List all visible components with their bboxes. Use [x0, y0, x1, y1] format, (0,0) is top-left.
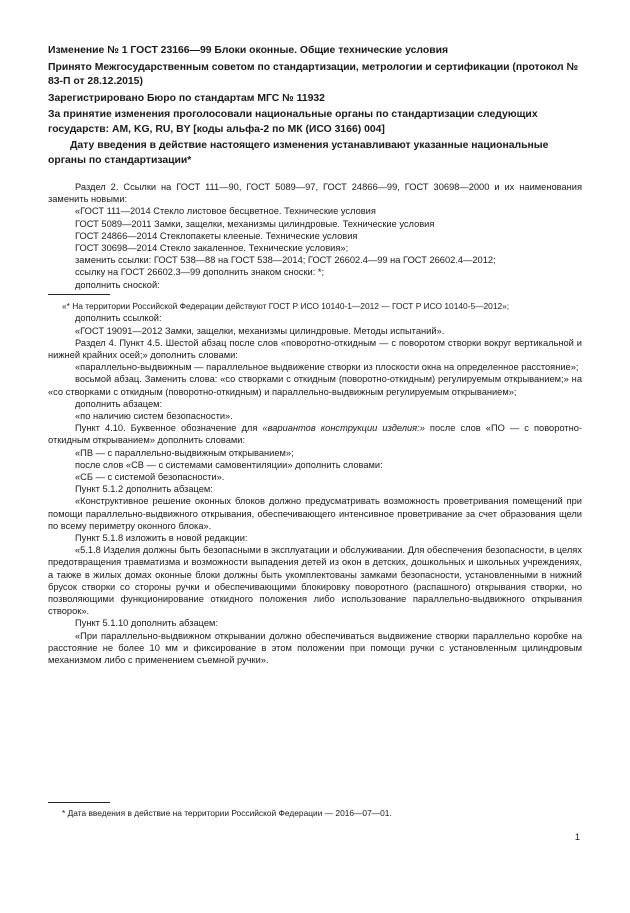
document-title: Изменение № 1 ГОСТ 23166—99 Блоки оконные. Общие технические условия: [48, 45, 449, 56]
page-number: 1: [574, 832, 580, 842]
footer-divider: [48, 802, 110, 803]
paragraph: «5.1.8 Изделия должны быть безопасными в эксплуатации и обслуживании. Для обеспечения безопасности, в целях предотвращения травматизма и возможности выпадения детей из окон в детских, дошкольных и школьных учреждениях, а также в жилых домах оконные блоки должны быть укомплектованы замками безопасности, установленными в нижний брусок створки со стороны ручки и обеспечивающими блокировку поворотного (распашного) открывания створки, но позволяющими функционирование откидного положения либо использование параллельно-выдвижного открывания створок».: [48, 545, 582, 617]
registration-statement: Зарегистрировано Бюро по стандартам МГС № 11932: [48, 92, 325, 104]
italic-text-run: «вариантов конструкции изделия:»: [262, 423, 425, 434]
paragraph: ГОСТ 30698—2014 Стекло закаленное. Технические условия»;: [75, 243, 349, 254]
footer-footnote: * Дата введения в действие на территории Российской Федерации — 2016—07—01.: [62, 808, 392, 818]
paragraph: «параллельно-выдвижным — параллельное выдвижение створки из плоскости окна на определенное расстояние»;: [75, 362, 579, 373]
text-run: Пункт 4.10. Буквенное обозначение для: [75, 423, 263, 434]
paragraph: восьмой абзац. Заменить слова: «со створками с откидным (поворотно-откидным) регулируемым открыванием;» на «со створками с откидным (поворотно-откидным) и параллельно-выдвижным регулируемым открыванием»;: [48, 374, 582, 397]
paragraph: «При параллельно-выдвижном открывании должно обеспечиваться выдвижение створки параллельно коробке на расстояние не более 10 мм и фиксирование в этом положении при помощи ручки с установленным цилиндровым механизмом либо с применением съемной ручки».: [48, 630, 582, 666]
adopted-statement: Принято Межгосударственным советом по стандартизации, метрологии и сертификации (протокол № 83-П от 28.12.2015): [48, 61, 579, 87]
text-run: после слов «ПО — с поворотно-откидным открыванием» дополнить словами:: [48, 423, 582, 446]
inline-footnote: «* На территории Российской Федерации действуют ГОСТ Р ИСО 10140-1—2012 — ГОСТ Р ИСО 10140-5—2012»;: [62, 300, 510, 311]
paragraph: «Конструктивное решение оконных блоков должно предусматривать возможность проветривания помещений при помощи параллельно-выдвижного открывания, обеспечивающего интенсивное проветривание за счет образования щели по всему периметру оконного блока».: [48, 496, 582, 531]
paragraph: Раздел 2. Ссылки на ГОСТ 111—90, ГОСТ 5089—97, ГОСТ 24866—99, ГОСТ 30698—2000 и их наименования заменить новыми:: [48, 182, 582, 205]
paragraph: Раздел 4. Пункт 4.5. Шестой абзац после слов «поворотно-откидным — с поворотом створки вокруг вертикальной и нижней крайних осей;» дополнить словами:: [48, 337, 582, 360]
paragraph: дополнить ссылкой:: [75, 313, 162, 324]
paragraph: «ПВ — с параллельно-выдвижным открыванием»;: [75, 447, 294, 458]
paragraph: «по наличию систем безопасности».: [75, 410, 233, 421]
paragraph: ГОСТ 24866—2014 Стеклопакеты клееные. Технические условия: [75, 230, 358, 241]
paragraph: после слов «СВ — с системами самовентиляции» дополнить словами:: [75, 459, 383, 470]
voting-statement: За принятие изменения проголосовали национальные органы по стандартизации следующих государств: AM, KG, RU, BY [коды альфа-2 по МК (ИСО 3166) 004]: [48, 109, 538, 135]
paragraph: [48, 422, 582, 446]
footnote-divider: [48, 294, 110, 295]
paragraph: «ГОСТ 19091—2012 Замки, защелки, механизмы цилиндровые. Методы испытаний».: [75, 325, 445, 336]
paragraph: «ГОСТ 111—2014 Стекло листовое бесцветное. Технические условия: [75, 206, 376, 217]
paragraph: Пункт 5.1.8 изложить в новой редакции:: [75, 532, 248, 543]
document-page: [48, 44, 582, 666]
paragraph: ссылку на ГОСТ 26602.3—99 дополнить знаком сноски: *;: [75, 267, 325, 278]
paragraph: дополнить абзацем:: [75, 398, 163, 409]
paragraph: дополнить сноской:: [75, 279, 160, 290]
paragraph: Пункт 5.1.10 дополнить абзацем:: [75, 618, 219, 629]
effective-date-statement: Дату введения в действие настоящего изменения устанавливают указанные национальные органы по стандартизации*: [48, 140, 549, 166]
paragraph: заменить ссылки: ГОСТ 538—88 на ГОСТ 538—2014; ГОСТ 26602.4—99 на ГОСТ 26602.4—2012;: [75, 255, 496, 266]
paragraph: Пункт 5.1.2 дополнить абзацем:: [75, 484, 213, 495]
paragraph: ГОСТ 5089—2011 Замки, защелки, механизмы цилиндровые. Технические условия: [75, 218, 435, 229]
paragraph: «СБ — с системой безопасности».: [75, 471, 225, 482]
document-body: [48, 181, 582, 666]
